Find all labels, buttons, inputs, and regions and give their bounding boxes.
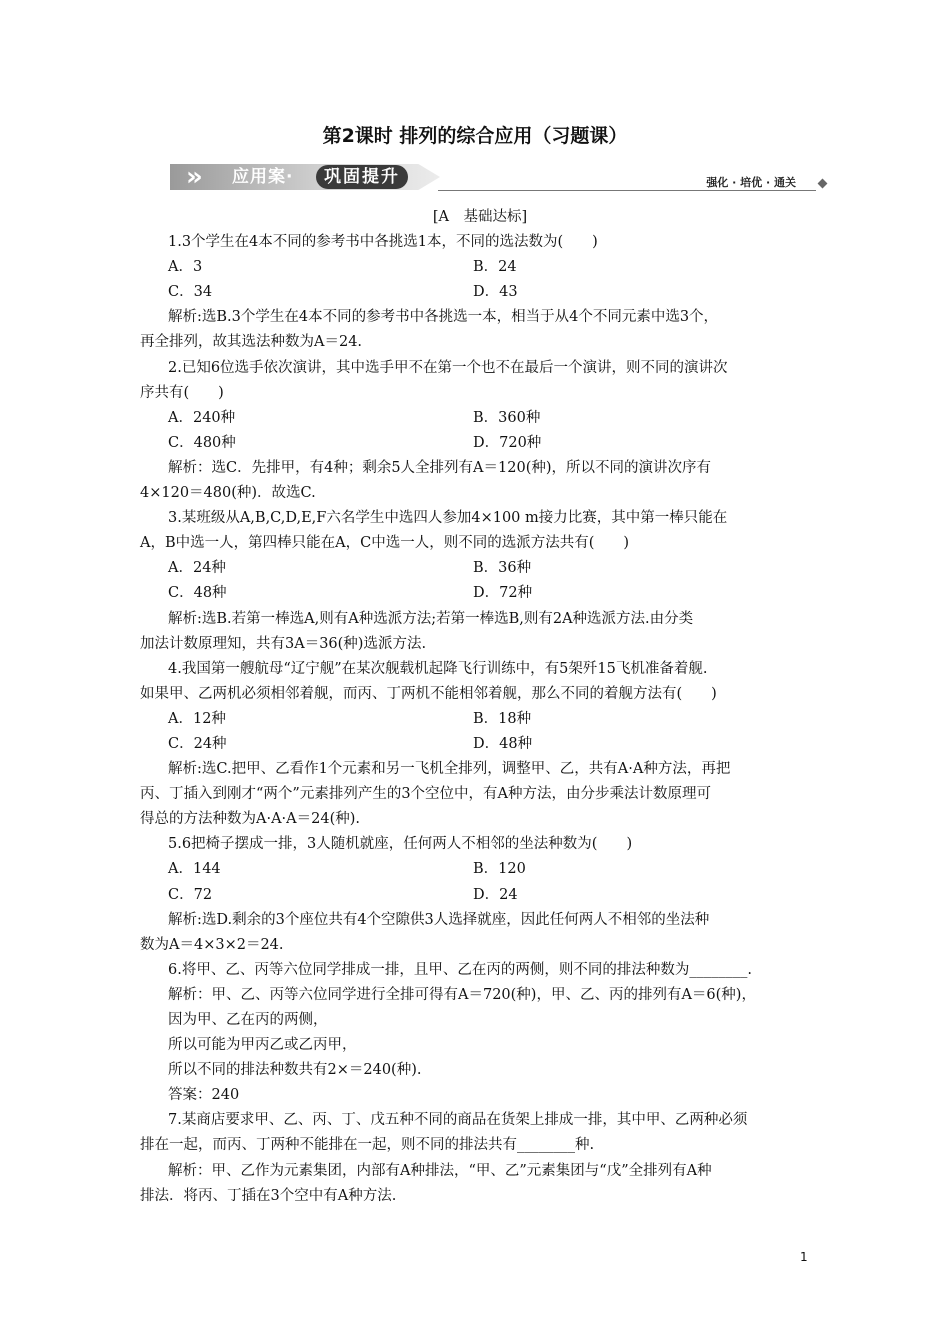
option-a: A．240种 [168,409,236,426]
question-6-solution-4: 所以不同的排法种数共有2×＝240(种). [168,1062,422,1079]
question-4-solution-cont: 丙、丁插入到刚才“两个”元素排列产生的3个空位中，有A种方法，由分步乘法计数原理可 [140,786,712,803]
option-b: B．24 [473,259,517,276]
question-5-solution-cont: 数为A＝4×3×2＝24. [140,936,284,953]
question-7-stem: 7.某商店要求甲、乙、丙、丁、戊五种不同的商品在货架上排成一排，其中甲、乙两种必须 [168,1112,748,1129]
question-2-solution: 解析：选C．先排甲，有4种；剩余5人全排列有A＝120(种)，所以不同的演讲次序有 [168,459,712,476]
question-7-stem-cont: 排在一起，而丙、丁两种不能排在一起，则不同的排法共有________种. [140,1137,595,1154]
question-4-stem: 4.我国第一艘航母“辽宁舰”在某次舰载机起降飞行训练中，有5架歼15飞机准备着舰. [168,660,708,677]
question-4-solution: 解析:选C.把甲、乙看作1个元素和另一飞机全排列，调整甲、乙，共有A·A种方法，再把 [168,761,731,778]
question-2-stem-cont: 序共有( ) [140,384,224,401]
question-2-stem: 2.已知6位选手依次演讲，其中选手甲不在第一个也不在最后一个演讲，则不同的演讲次 [168,359,728,376]
question-6-solution-3: 所以可能为甲丙乙或乙丙甲， [168,1037,357,1054]
option-c: C．34 [168,284,213,301]
option-c: C．480种 [168,434,236,451]
option-c: C．24种 [168,735,227,752]
question-2-solution-cont: 4×120＝480(种)．故选C. [140,485,316,502]
banner-rule [438,190,816,191]
option-d: D．43 [473,284,518,301]
option-d: D．720种 [473,434,542,451]
question-4-solution-end: 得总的方法种数为A·A·A＝24(种). [140,811,361,828]
question-1-stem: 1.3个学生在4本不同的参考书中各挑选1本，不同的选法数为( ) [168,234,598,251]
option-c: C．72 [168,886,213,903]
option-a: A．3 [168,259,203,276]
option-a: A．12种 [168,710,226,727]
question-7-solution: 解析：甲、乙作为元素集团，内部有A种排法，“甲、乙”元素集团与“戊”全排列有A种 [168,1162,712,1179]
question-1-options-ab [140,255,820,280]
question-3-options-ab [140,556,820,581]
section-heading: [A 基础达标] [432,209,528,225]
question-6-stem: 6.将甲、乙、丙等六位同学排成一排，且甲、乙在丙的两侧，则不同的排法种数为________. [168,961,752,978]
question-6-answer: 答案：240 [168,1087,240,1104]
question-2-options-ab [140,406,820,431]
section-banner [170,162,830,194]
option-d: D．72种 [473,585,533,602]
exercise-content [140,205,820,1209]
page-number: 1 [800,1250,808,1264]
option-b: B．18种 [473,710,532,727]
banner-right-label: 巩固提升 [316,165,408,189]
option-a: A．24种 [168,560,226,577]
question-6-solution-2: 因为甲、乙在丙的两侧， [168,1012,328,1028]
question-4-stem-cont: 如果甲、乙两机必须相邻着舰，而丙、丁两机不能相邻着舰，那么不同的着舰方法有( ) [140,685,717,702]
option-d: D．48种 [473,735,533,752]
question-2-options-cd [140,431,820,456]
option-c: C．48种 [168,585,227,602]
option-b: B．120 [473,861,526,878]
question-5-stem: 5.6把椅子摆成一排，3人随机就座，任何两人不相邻的坐法种数为( ) [168,836,633,853]
question-6-solution: 解析：甲、乙、丙等六位同学进行全排可得有A＝720(种)，甲、乙、丙的排列有A＝6(种)， [168,986,756,1003]
question-3-stem: 3.某班级从A,B,C,D,E,F六名学生中选四人参加4×100 m接力比赛，其中第一棒只能在 [168,510,728,527]
diamond-icon [818,179,828,189]
chevron-right-icon: » [186,162,203,192]
question-5-options-cd [140,883,820,908]
banner-left-label: 应用案· [232,167,294,187]
question-3-options-cd [140,581,820,606]
question-5-options-ab [140,857,820,882]
question-1-solution-cont: 再全排列，故其选法种数为A＝24. [140,334,363,351]
option-d: D．24 [473,886,518,903]
question-5-solution: 解析:选D.剩余的3个座位共有4个空隙供3人选择就座，因此任何两人不相邻的坐法种 [168,911,710,928]
question-4-options-ab [140,707,820,732]
option-b: B．36种 [473,560,532,577]
question-7-solution-cont: 排法．将丙、丁插在3个空中有A种方法. [140,1187,397,1204]
banner-tagline: 强化 · 培优 · 通关 [706,176,796,189]
question-3-stem-cont: A，B中选一人，第四棒只能在A，C中选一人，则不同的选派方法共有( ) [140,535,630,552]
question-3-solution: 解析:选B.若第一棒选A,则有A种选派方法;若第一棒选B,则有2A种选派方法.由分类 [168,610,694,627]
option-b: B．360种 [473,409,541,426]
page-title: 第2课时 排列的综合应用（习题课） [322,125,628,147]
question-1-solution: 解析:选B.3个学生在4本不同的参考书中各挑选一本，相当于从4个不同元素中选3个， [168,309,719,326]
question-4-options-cd [140,732,820,757]
option-a: A．144 [168,861,221,878]
question-1-options-cd [140,280,820,305]
question-3-solution-cont: 加法计数原理知，共有3A＝36(种)选派方法. [140,635,427,652]
